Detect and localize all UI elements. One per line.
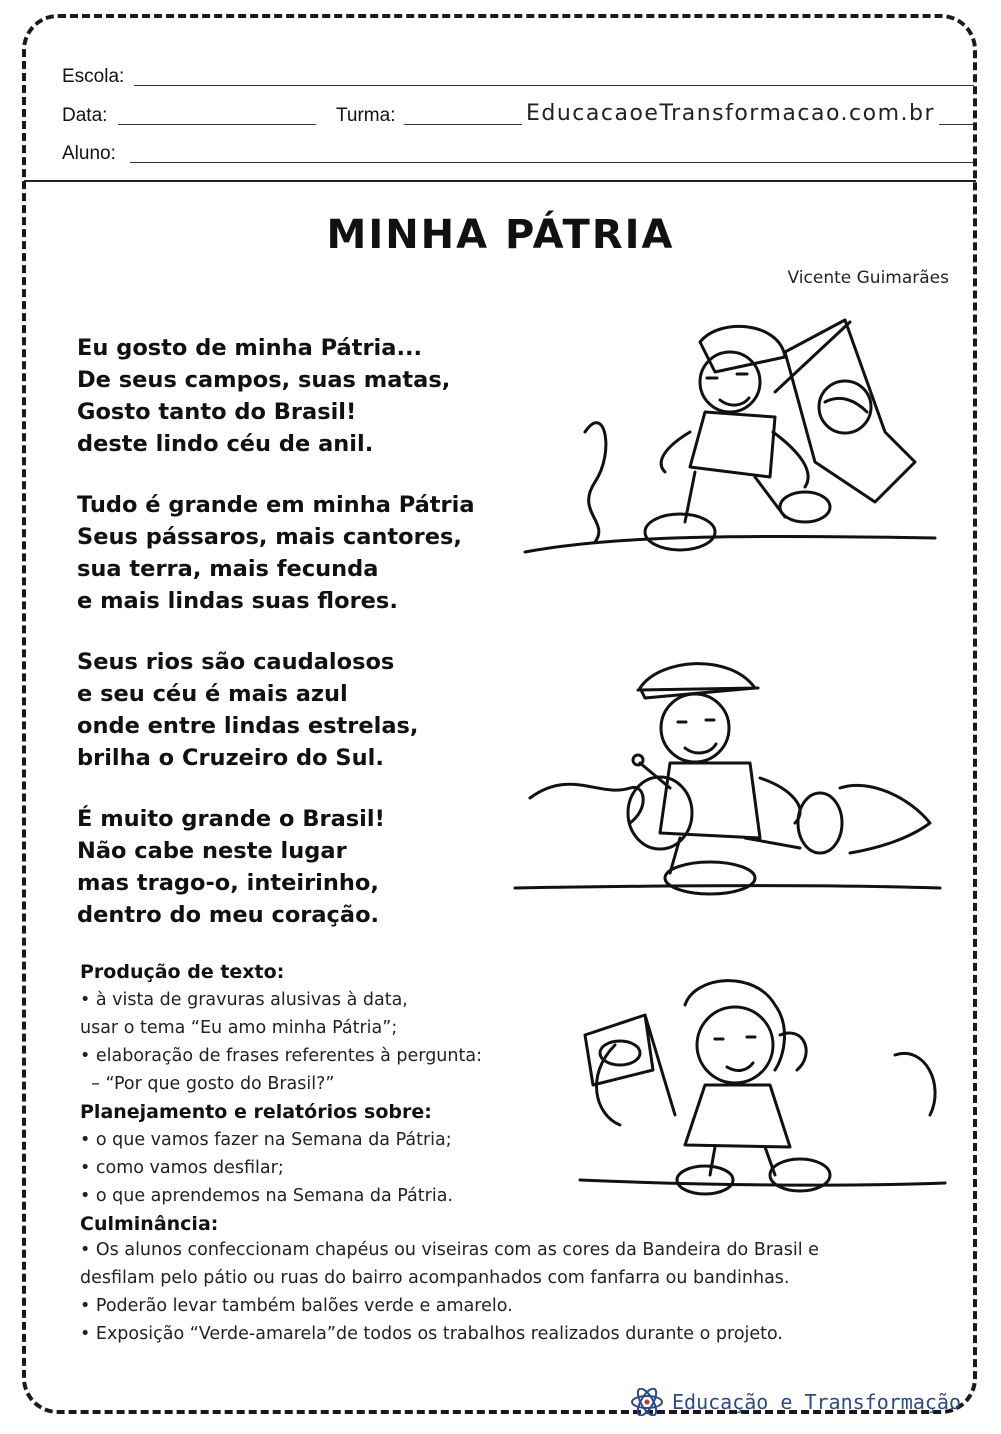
date-field[interactable]	[118, 124, 316, 125]
activity-line: • elaboração de frases referentes à pergunta:	[80, 1046, 482, 1066]
activity-line: • Os alunos confeccionam chapéus ou viseiras com as cores da Bandeira do Brasil e	[80, 1240, 819, 1260]
poem-line: onde entre lindas estrelas,	[77, 713, 419, 739]
activity-line: • o que aprendemos na Semana da Pátria.	[80, 1186, 453, 1206]
header-divider	[24, 180, 976, 182]
poem-line: Não cabe neste lugar	[77, 838, 347, 864]
activity-line: • à vista de gravuras alusivas à data,	[80, 990, 408, 1010]
activity-line: usar o tema “Eu amo minha Pátria”;	[80, 1018, 398, 1038]
class-label: Turma:	[336, 105, 396, 126]
activities-section	[80, 958, 482, 1238]
culminance-section	[80, 1236, 960, 1348]
brand-text: Educação e Transformação	[672, 1390, 961, 1414]
activity-line: • Poderão levar também balões verde e amarelo.	[80, 1296, 513, 1316]
girl-with-flag-illustration	[575, 975, 950, 1215]
poem-line: De seus campos, suas matas,	[77, 367, 451, 393]
poem-stanza	[77, 332, 475, 460]
atom-logo-icon	[630, 1388, 664, 1416]
poem-line: e seu céu é mais azul	[77, 681, 348, 707]
footer-brand	[630, 1388, 961, 1416]
poem-line: É muito grande o Brasil!	[77, 806, 385, 832]
poem-line: brilha o Cruzeiro do Sul.	[77, 745, 384, 771]
poem-stanza	[77, 646, 475, 774]
poem-line: Tudo é grande em minha Pátria	[77, 492, 475, 518]
poem-line: sua terra, mais fecunda	[77, 556, 379, 582]
student-field[interactable]	[130, 162, 974, 163]
culminance-title: Culminância:	[80, 1213, 219, 1235]
production-title: Produção de texto:	[80, 961, 285, 983]
school-label: Escola:	[62, 66, 125, 87]
poem-line: e mais lindas suas flores.	[77, 588, 398, 614]
activity-line: • o que vamos fazer na Semana da Pátria;	[80, 1130, 452, 1150]
poem-line: Gosto tanto do Brasil!	[77, 399, 357, 425]
poem-stanza	[77, 489, 475, 617]
boy-with-drum-illustration	[510, 648, 945, 913]
planning-title: Planejamento e relatórios sobre:	[80, 1101, 432, 1123]
author-name: Vicente Guimarães	[787, 268, 949, 288]
activity-line: – “Por que gosto do Brasil?”	[80, 1074, 335, 1094]
activity-line: desfilam pelo pátio ou ruas do bairro acompanhados com fanfarra ou bandinhas.	[80, 1268, 790, 1288]
poem-stanza	[77, 803, 475, 931]
poem-line: Eu gosto de minha Pátria...	[77, 335, 423, 361]
date-label: Data:	[62, 105, 108, 126]
school-field[interactable]	[134, 85, 974, 86]
activity-line: • como vamos desfilar;	[80, 1158, 284, 1178]
poem-line: mas trago-o, inteirinho,	[77, 870, 379, 896]
boy-with-flag-illustration	[515, 312, 945, 582]
poem	[77, 332, 475, 960]
activity-line: • Exposição “Verde-amarela”de todos os trabalhos realizados durante o projeto.	[80, 1324, 783, 1344]
page-title: MINHA PÁTRIA	[326, 212, 675, 258]
website-text: EducacaoeTransformacao.com.br	[522, 101, 939, 126]
student-label: Aluno:	[62, 143, 116, 164]
poem-line: Seus rios são caudalosos	[77, 649, 395, 675]
poem-line: Seus pássaros, mais cantores,	[77, 524, 462, 550]
poem-line: dentro do meu coração.	[77, 902, 380, 928]
poem-line: deste lindo céu de anil.	[77, 431, 374, 457]
